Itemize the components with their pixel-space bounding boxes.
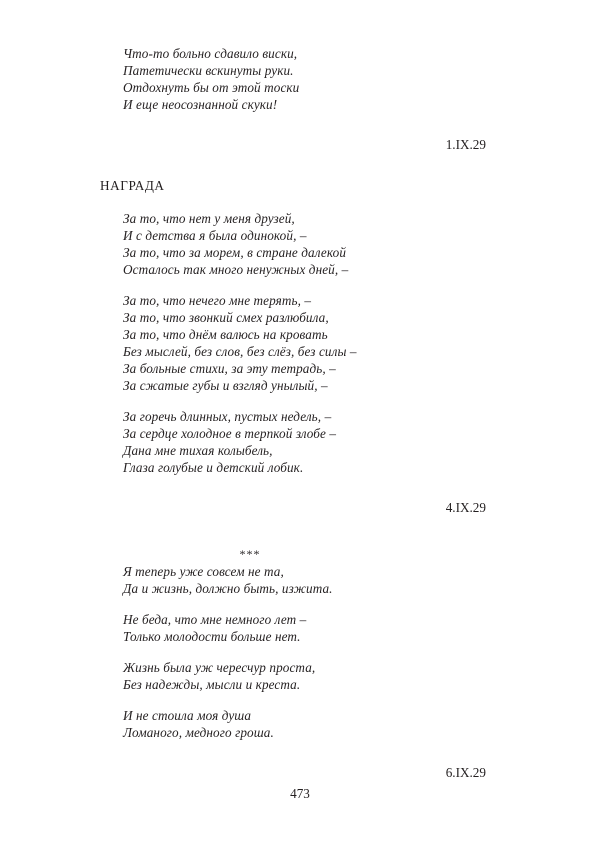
stanza bbox=[100, 563, 486, 597]
verse-line: За сжатые губы и взгляд унылый, – bbox=[123, 378, 328, 393]
verse-line: За то, что за морем, в стране далекой bbox=[123, 245, 347, 260]
stanza bbox=[100, 408, 486, 476]
stanza bbox=[100, 611, 486, 645]
stanza bbox=[100, 707, 486, 741]
verse-line: Да и жизнь, должно быть, изжита. bbox=[123, 581, 333, 596]
verse-line: Патетически вскинуты руки. bbox=[123, 63, 294, 78]
page-content bbox=[100, 45, 486, 781]
verse-line: За то, что звонкий смех разлюбила, bbox=[123, 310, 329, 325]
poem-date: 6.IX.29 bbox=[445, 765, 486, 780]
verse-line: Дана мне тихая колыбель, bbox=[123, 443, 273, 458]
verse-line: За горечь длинных, пустых недель, – bbox=[123, 409, 332, 424]
verse-line: И не стоила моя душа bbox=[123, 708, 252, 723]
verse-line: За сердце холодное в терпкой злобе – bbox=[123, 426, 337, 441]
spacer bbox=[100, 490, 486, 499]
verse-line: И еще неосознанной скуки! bbox=[123, 97, 278, 112]
verse-line: И с детства я была одинокой, – bbox=[123, 228, 307, 243]
poem-date: 4.IX.29 bbox=[445, 500, 486, 515]
verse-line: За то, что нечего мне терять, – bbox=[123, 293, 312, 308]
section-separator: *** bbox=[239, 547, 261, 561]
stanza bbox=[100, 45, 486, 113]
verse-line: Осталось так много ненужных дней, – bbox=[123, 262, 349, 277]
spacer bbox=[100, 516, 486, 546]
verse-line: Глаза голубые и детский лобик. bbox=[123, 460, 304, 475]
verse-line: За больные стихи, за эту тетрадь, – bbox=[123, 361, 336, 376]
spacer bbox=[100, 153, 486, 177]
poem-date: 1.IX.29 bbox=[445, 137, 486, 152]
verse-line: Я теперь уже совсем не та, bbox=[123, 564, 284, 579]
verse-line: Не беда, что мне немного лет – bbox=[123, 612, 307, 627]
spacer bbox=[100, 194, 486, 210]
verse-line: Что-то больно сдавило виски, bbox=[123, 46, 298, 61]
stanza bbox=[100, 292, 486, 394]
page-number: 473 bbox=[290, 786, 310, 801]
verse-line: Без мыслей, без слов, без слёз, без силы – bbox=[123, 344, 357, 359]
poem-title: НАГРАДА bbox=[100, 178, 165, 193]
spacer bbox=[100, 755, 486, 764]
poem-2 bbox=[100, 177, 486, 516]
stanza bbox=[100, 659, 486, 693]
verse-line: Без надежды, мысли и креста. bbox=[123, 677, 301, 692]
poem-3 bbox=[100, 546, 486, 781]
verse-line: За то, что днём валюсь на кровать bbox=[123, 327, 328, 342]
verse-line: Жизнь была уж чересчур проста, bbox=[123, 660, 316, 675]
verse-line: За то, что нет у меня друзей, bbox=[123, 211, 295, 226]
spacer bbox=[100, 127, 486, 136]
verse-line: Отдохнуть бы от этой тоски bbox=[123, 80, 300, 95]
stanza bbox=[100, 210, 486, 278]
verse-line: Только молодости больше нет. bbox=[123, 629, 301, 644]
verse-line: Ломаного, медного гроша. bbox=[123, 725, 274, 740]
poem-1 bbox=[100, 45, 486, 153]
